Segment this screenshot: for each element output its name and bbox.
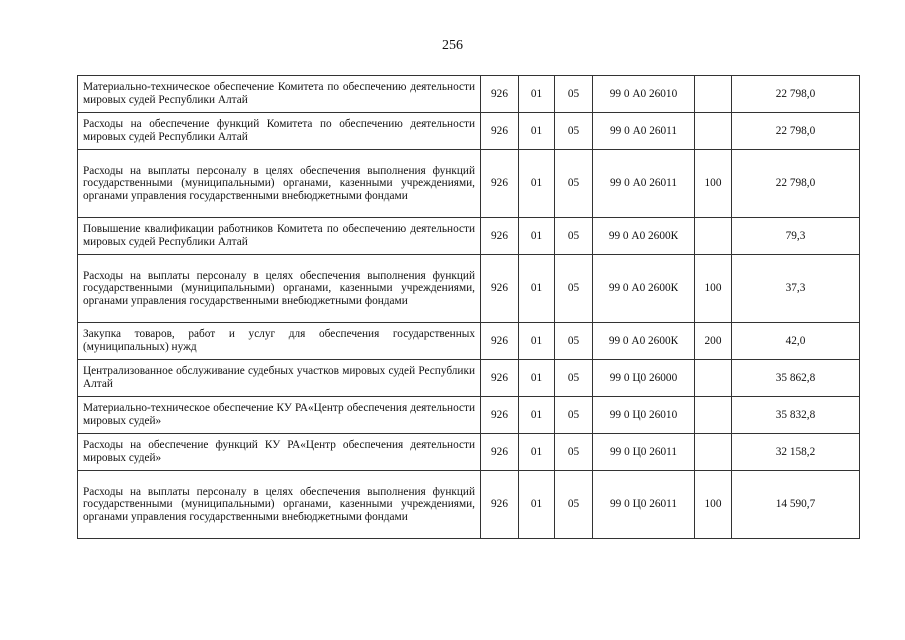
subsection-cell: 05 xyxy=(555,150,593,218)
grbs-cell: 926 xyxy=(481,76,519,113)
section-cell: 01 xyxy=(519,76,555,113)
row-name-cell: Материально-техническое обеспечение Комитета по обеспечению деятельности мировых судей Республики Алтай xyxy=(78,76,481,113)
table-row xyxy=(78,323,860,360)
target-article-cell: 99 0 А0 2600К xyxy=(593,255,695,323)
section-cell: 01 xyxy=(519,218,555,255)
target-article-cell: 99 0 А0 2600К xyxy=(593,323,695,360)
grbs-cell: 926 xyxy=(481,323,519,360)
target-article-cell: 99 0 Ц0 26010 xyxy=(593,397,695,434)
target-article-cell: 99 0 А0 26011 xyxy=(593,113,695,150)
table-row xyxy=(78,150,860,218)
page-number: 256 xyxy=(442,38,463,53)
budget-table xyxy=(77,75,860,539)
expense-type-cell xyxy=(695,434,732,471)
subsection-cell: 05 xyxy=(555,397,593,434)
target-article-cell: 99 0 Ц0 26011 xyxy=(593,471,695,539)
section-cell: 01 xyxy=(519,397,555,434)
subsection-cell: 05 xyxy=(555,255,593,323)
target-article-cell: 99 0 А0 2600К xyxy=(593,218,695,255)
section-cell: 01 xyxy=(519,255,555,323)
row-name-cell: Материально-техническое обеспечение КУ РА«Центр обеспечения деятельности мировых судей» xyxy=(78,397,481,434)
subsection-cell: 05 xyxy=(555,76,593,113)
expense-type-cell xyxy=(695,218,732,255)
amount-cell: 42,0 xyxy=(732,323,860,360)
expense-type-cell: 100 xyxy=(695,471,732,539)
section-cell: 01 xyxy=(519,471,555,539)
table-row xyxy=(78,113,860,150)
subsection-cell: 05 xyxy=(555,434,593,471)
subsection-cell: 05 xyxy=(555,218,593,255)
grbs-cell: 926 xyxy=(481,397,519,434)
grbs-cell: 926 xyxy=(481,218,519,255)
table-row xyxy=(78,434,860,471)
amount-cell: 35 862,8 xyxy=(732,360,860,397)
grbs-cell: 926 xyxy=(481,113,519,150)
subsection-cell: 05 xyxy=(555,323,593,360)
budget-table-body xyxy=(78,76,860,539)
expense-type-cell: 100 xyxy=(695,255,732,323)
expense-type-cell: 100 xyxy=(695,150,732,218)
expense-type-cell xyxy=(695,76,732,113)
table-row xyxy=(78,255,860,323)
amount-cell: 32 158,2 xyxy=(732,434,860,471)
row-name-cell: Расходы на обеспечение функций КУ РА«Центр обеспечения деятельности мировых судей» xyxy=(78,434,481,471)
section-cell: 01 xyxy=(519,150,555,218)
target-article-cell: 99 0 Ц0 26000 xyxy=(593,360,695,397)
table-row xyxy=(78,360,860,397)
subsection-cell: 05 xyxy=(555,113,593,150)
row-name-cell: Централизованное обслуживание судебных участков мировых судей Республики Алтай xyxy=(78,360,481,397)
grbs-cell: 926 xyxy=(481,150,519,218)
table-row xyxy=(78,397,860,434)
amount-cell: 22 798,0 xyxy=(732,150,860,218)
expense-type-cell xyxy=(695,397,732,434)
table-row xyxy=(78,76,860,113)
expense-type-cell xyxy=(695,360,732,397)
amount-cell: 79,3 xyxy=(732,218,860,255)
row-name-cell: Расходы на обеспечение функций Комитета по обеспечению деятельности мировых судей Республики Алтай xyxy=(78,113,481,150)
row-name-cell: Закупка товаров, работ и услуг для обеспечения государственных (муниципальных) нужд xyxy=(78,323,481,360)
row-name-cell: Расходы на выплаты персоналу в целях обеспечения выполнения функций государственными (муниципальными) органами, казенными учреждениями, органами управления государственными внебюджетными фондами xyxy=(78,255,481,323)
expense-type-cell: 200 xyxy=(695,323,732,360)
amount-cell: 22 798,0 xyxy=(732,76,860,113)
target-article-cell: 99 0 Ц0 26011 xyxy=(593,434,695,471)
grbs-cell: 926 xyxy=(481,434,519,471)
section-cell: 01 xyxy=(519,323,555,360)
amount-cell: 22 798,0 xyxy=(732,113,860,150)
row-name-cell: Расходы на выплаты персоналу в целях обеспечения выполнения функций государственными (муниципальными) органами, казенными учреждениями, органами управления государственными внебюджетными фондами xyxy=(78,150,481,218)
section-cell: 01 xyxy=(519,113,555,150)
expense-type-cell xyxy=(695,113,732,150)
table-row xyxy=(78,218,860,255)
grbs-cell: 926 xyxy=(481,471,519,539)
target-article-cell: 99 0 А0 26011 xyxy=(593,150,695,218)
section-cell: 01 xyxy=(519,434,555,471)
grbs-cell: 926 xyxy=(481,255,519,323)
amount-cell: 37,3 xyxy=(732,255,860,323)
amount-cell: 14 590,7 xyxy=(732,471,860,539)
subsection-cell: 05 xyxy=(555,471,593,539)
subsection-cell: 05 xyxy=(555,360,593,397)
grbs-cell: 926 xyxy=(481,360,519,397)
section-cell: 01 xyxy=(519,360,555,397)
row-name-cell: Повышение квалификации работников Комитета по обеспечению деятельности мировых судей Республики Алтай xyxy=(78,218,481,255)
table-row xyxy=(78,471,860,539)
target-article-cell: 99 0 А0 26010 xyxy=(593,76,695,113)
row-name-cell: Расходы на выплаты персоналу в целях обеспечения выполнения функций государственными (муниципальными) органами, казенными учреждениями, органами управления государственными внебюджетными фондами xyxy=(78,471,481,539)
amount-cell: 35 832,8 xyxy=(732,397,860,434)
